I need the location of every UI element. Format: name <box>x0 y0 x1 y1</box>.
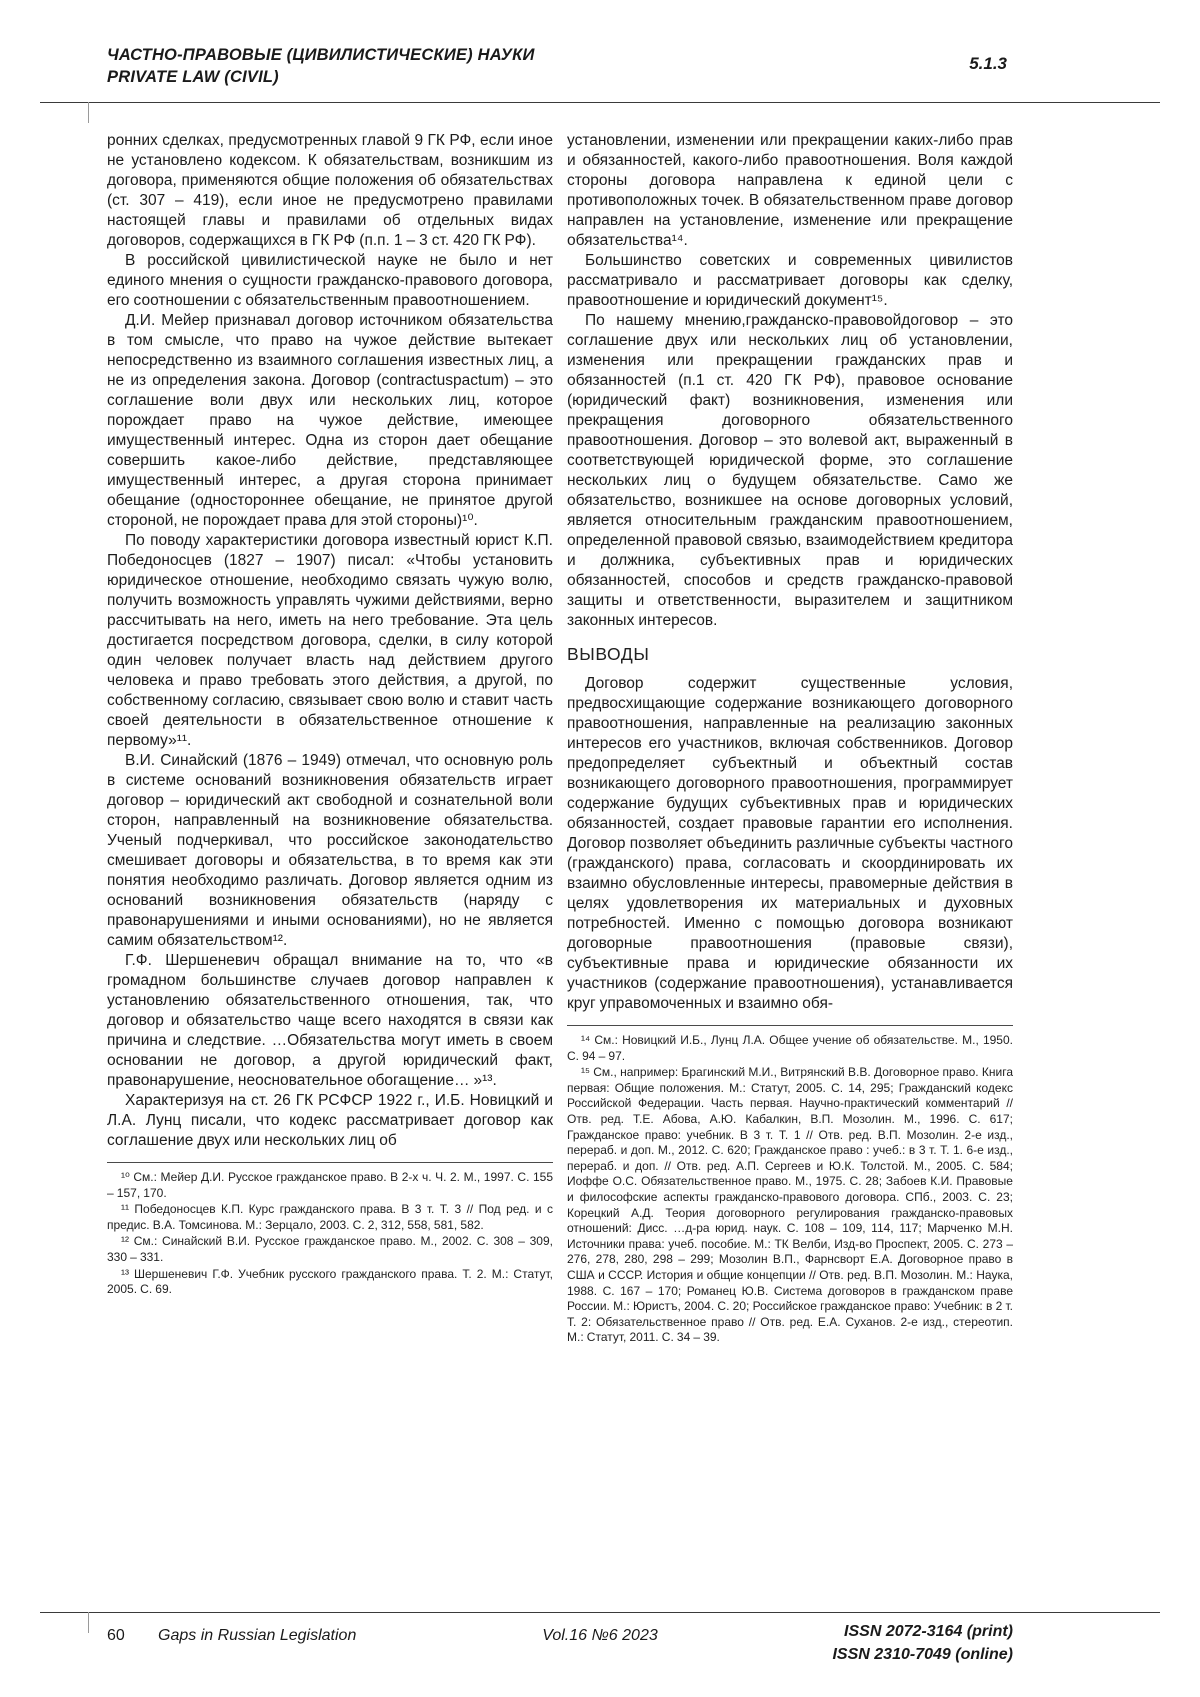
paragraph: Характеризуя на ст. 26 ГК РСФСР 1922 г., И.Б. Новицкий и Л.А. Лунц писали, что кодекс рассматривает договор как соглашение двух или нескольких лиц об <box>107 1092 553 1149</box>
running-head-en: PRIVATE LAW (CIVIL) <box>107 68 279 86</box>
footer-divider <box>40 1612 1160 1613</box>
paragraph: Г.Ф. Шершеневич обращал внимание на то, что «в громадном большинстве случаев договор направлен к установлению обязательственного отношения, так, что договор и обязательство чаще всего находятся в связи как причина и следствие. …Обязательства могут иметь в своем основании не договор, а другой юридический факт, правонарушение, неосновательное обогащение… »¹³. <box>107 952 553 1089</box>
footnote: ¹² См.: Синайский В.И. Русское гражданское право. М., 2002. С. 308 – 309, 330 – 331. <box>107 1234 553 1264</box>
paragraph: ронних сделках, предусмотренных главой 9 ГК РФ, если иное не установлено кодексом. К обязательствам, возникшим из договора, применяются общие положения об обязательствах (ст. 307 – 419), если иное не предусмотрено правилами настоящей главы и правилами об отдельных видах договоров, содержащихся в ГК РФ (п.п. 1 – 3 ст. 420 ГК РФ). <box>107 132 553 249</box>
section-code: 5.1.3 <box>969 54 1007 73</box>
right-column <box>567 131 1013 1346</box>
issn-block <box>832 1620 1013 1666</box>
paragraph: Д.И. Мейер признавал договор источником обязательства в том смысле, что право на чужое действие вытекает непосредственно из взаимного соглашения известных лиц, а не из определения закона. Договор (contractuspactum) – это соглашение воли двух или нескольких лиц, которое порождает право на чужое действие, имеющее имущественный интерес. Одна из сторон дает обещание совершить какое-либо действие, представляющее имущественный интерес, а другая сторона принимает обещание (одностороннее обещание, не принятое другой стороной, не порождает права для этой стороны)¹⁰. <box>107 312 553 529</box>
header-margin-tick <box>88 102 89 123</box>
paragraph: Договор содержит существенные условия, предвосхищающие содержание возникающего договорного правоотношения, направленные на реализацию законных интересов его участников, включая собственников. Договор предопределяет субъектный и объектный состав возникающего договорного правоотношения, программирует содержание будущих субъективных прав и юридических обязанностей, создает правовые гарантии его исполнения. Договор позволяет объединить различные субъекты частного (гражданского) права, согласовать и скоординировать их взаимно обусловленные интересы, правомерные действия в целях удовлетворения их материальных и духовных потребностей. Именно с помощью договора возникают договорные правоотношения (правовые связи), субъективные права и юридические обязанности их участников (содержание правоотношения), устанавливается круг управомоченных и взаимно обя- <box>567 675 1013 1012</box>
left-footnotes <box>107 1170 553 1298</box>
right-footnotes <box>567 1033 1013 1346</box>
issn-online: ISSN 2310-7049 (online) <box>832 1646 1013 1663</box>
footnote: ¹³ Шершеневич Г.Ф. Учебник русского гражданского права. Т. 2. М.: Статут, 2005. С. 69. <box>107 1266 553 1297</box>
footnote: ¹¹ Победоносцев К.П. Курс гражданского права. В 3 т. Т. 3 // Под ред. и с предис. В.А. Томсинова. М.: Зерцало, 2003. С. 2, 312, 558, 581, 582. <box>107 1202 553 1232</box>
footnote: ¹⁰ См.: Мейер Д.И. Русское гражданское право. В 2-х ч. Ч. 2. М., 1997. С. 155 – 157, 170. <box>107 1170 553 1200</box>
paragraph: В российской цивилистической науке не было и нет единого мнения о сущности гражданско-правового договора, его соотношении с обязательственным правоотношением. <box>107 252 553 309</box>
footnote-separator <box>107 1162 553 1163</box>
paragraph: По поводу характеристики договора известный юрист К.П. Победоносцев (1827 – 1907) писал: «Чтобы установить юридическое отношение, необходимо связать чужую волю, получить возможность управлять чужими действиями, верно рассчитывать на него, иметь на него требование. Эта цель достигается посредством договора, сделки, в силу которой один человек получает власть над действием другого человека и право требовать этого действия, а другой, по собственному согласию, связывает свою волю и ставит часть своей деятельности в обязательственное отношение к первому»¹¹. <box>107 532 553 749</box>
footnote-separator <box>567 1025 1013 1026</box>
paragraph: В.И. Синайский (1876 – 1949) отмечал, что основную роль в системе оснований возникновения обязательств играет договор – юридический акт свободной и сознательной воли сторон, направленный на возникновение обязательства. Ученый подчеркивал, что российское законодательство смешивает договоры и обязательства, в то время как эти понятия необходимо различать. Договор является одним из оснований возникновения обязательств (наряду с правонарушениями и иными основаниями), но не является самим обязательством¹². <box>107 752 553 949</box>
volume-issue: Vol.16 №6 2023 <box>542 1627 658 1644</box>
page-number: 60 <box>107 1627 125 1644</box>
running-head <box>107 44 535 88</box>
conclusions-heading: ВЫВОДЫ <box>567 644 650 664</box>
footnote: ¹⁵ См., например: Брагинский М.И., Витрянский В.В. Договорное право. Книга первая: Общие положения. М.: Статут, 2005. С. 14, 295; Гражданский кодекс Российской Федерации. Часть первая. Научно-практический комментарий // Отв. ред. Т.Е. Абова, А.Ю. Кабалкин, В.П. Мозолин. М., 1996. С. 617; Гражданское право: учебник. В 3 т. Т. 1 // Отв. ред. В.П. Мозолин. 2-е изд., перераб. и доп. М., 2012. С. 620; Гражданское право : учеб.: в 3 т. Т. 1. 6-е изд., перераб. и доп. // Отв. ред. А.П. Сергеев и Ю.К. Толстой. М., 2005. С. 584; Иоффе О.С. Обязательственное право. М., 1975. С. 28; Забоев К.И. Правовые и философские аспекты гражданско-правового договора. СПб., 2003. С. 23; Корецкий А.Д. Теория договорного регулирования гражданско-правовых отношений: Дисс. …д-ра юрид. наук. С. 108 – 109, 114, 117; Марченко М.Н. Источники права: учеб. пособие. М.: ТК Велби, Изд-во Проспект, 2005. С. 273 – 276, 278, 280, 298 – 299; Мозолин В.П., Фарнсворт Е.А. Договорное право в США и СССР. История и общие концепции // Отв. ред. В.П. Мозолин. М.: Наука, 1988. С. 167 – 170; Романец Ю.В. Система договоров в гражданском праве России. М.: Юристъ, 2004. С. 20; Российское гражданское право: Учебник: в 2 т. Т. 2: Обязательственное право // Отв. ред. Е.А. Суханов. 2-е изд., стереотип. М.: Статут, 2011. С. 34 – 39. <box>567 1065 1013 1345</box>
header-divider <box>40 102 1160 103</box>
issn-print: ISSN 2072-3164 (print) <box>844 1623 1013 1640</box>
journal-title: Gaps in Russian Legislation <box>158 1627 357 1644</box>
paragraph: По нашему мнению,гражданско-правовойдоговор – это соглашение двух или нескольких лиц об установлении, изменения или прекращении гражданских прав и обязанностей (п.1 ст. 420 ГК РФ), правовое основание (юридический факт) возникновения, изменения или прекращения договорного обязательственного правоотношения. Договор – это волевой акт, выраженный в соответствующей юридической форме, это соглашение нескольких лиц о будущем обязательстве. Само же обязательство, возникшее на основе договорных условий, является относительным гражданским правоотношением, определенной правовой связью, взаимодействием кредитора и должника, субъективных прав и юридических обязанностей, способов и средств гражданско-правовой защиты и ответственности, выразителем и защитником законных интересов. <box>567 312 1013 629</box>
paragraph: установлении, изменении или прекращении каких-либо прав и обязанностей, какого-либо правоотношения. Воля каждой стороны договора направлена к единой цели с противоположных точек. В обязательственном праве договор направлен на установление, изменение или прекращение обязательства¹⁴. <box>567 132 1013 249</box>
left-column <box>107 131 553 1346</box>
paragraph: Большинство советских и современных цивилистов рассматривало и рассматривает договоры как сделку, правоотношение и юридический документ¹⁵. <box>567 252 1013 309</box>
two-column-body <box>107 131 1013 1346</box>
footnote: ¹⁴ См.: Новицкий И.Б., Лунц Л.А. Общее учение об обязательстве. М., 1950. С. 94 – 97. <box>567 1033 1013 1063</box>
running-head-ru: ЧАСТНО-ПРАВОВЫЕ (ЦИВИЛИСТИЧЕСКИЕ) НАУКИ <box>107 46 535 64</box>
